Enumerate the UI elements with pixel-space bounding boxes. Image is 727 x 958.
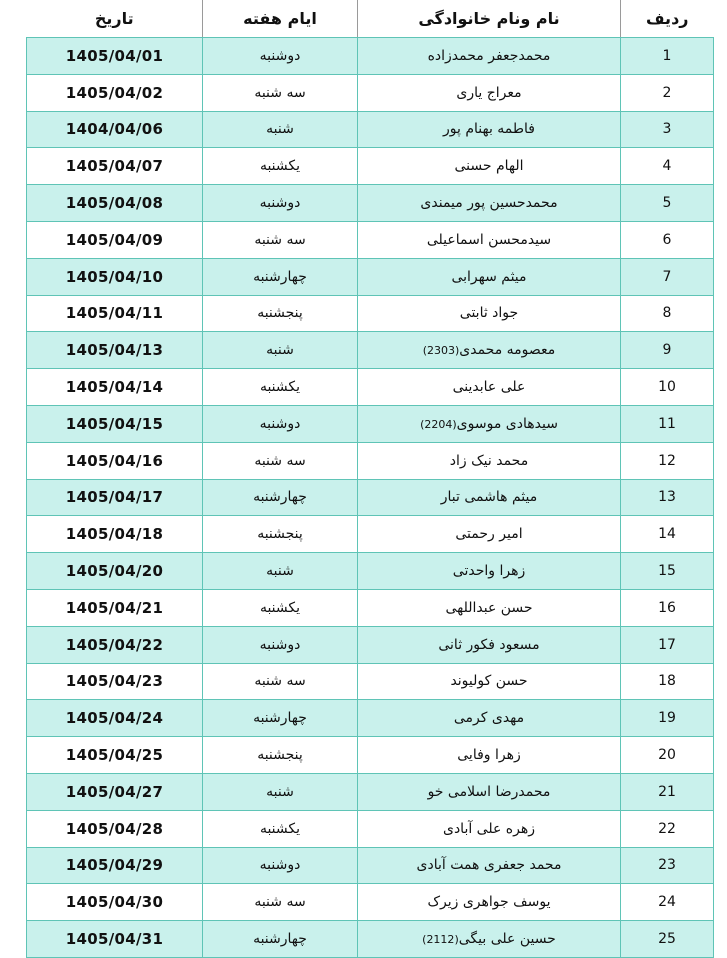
table-row xyxy=(27,589,714,626)
row-name xyxy=(358,369,621,406)
table-row xyxy=(27,295,714,332)
table-row xyxy=(27,810,714,847)
row-name xyxy=(358,479,621,516)
row-name xyxy=(358,148,621,185)
row-weekday: یکشنبه xyxy=(203,148,358,185)
row-name xyxy=(358,185,621,222)
row-weekday: پنجشنبه xyxy=(203,516,358,553)
row-name-text: مهدی کرمی xyxy=(453,710,525,727)
row-name xyxy=(358,516,621,553)
table-row xyxy=(27,626,714,663)
row-weekday: چهارشنبه xyxy=(203,258,358,295)
header-row xyxy=(27,0,714,38)
row-date: 1405/04/13 xyxy=(27,332,203,369)
row-date: 1405/04/23 xyxy=(27,663,203,700)
row-name-text: مسعود فکور ثانی xyxy=(438,636,540,653)
row-date: 1405/04/17 xyxy=(27,479,203,516)
row-index: 20 xyxy=(621,737,714,774)
row-name xyxy=(358,663,621,700)
row-date: 1405/04/31 xyxy=(27,921,203,958)
row-name-text: امیر رحمتی xyxy=(455,526,523,543)
row-index: 4 xyxy=(621,148,714,185)
row-date: 1405/04/08 xyxy=(27,185,203,222)
row-index: 1 xyxy=(621,38,714,75)
table-row xyxy=(27,773,714,810)
row-index: 12 xyxy=(621,442,714,479)
row-name xyxy=(358,111,621,148)
row-index: 3 xyxy=(621,111,714,148)
table-row xyxy=(27,847,714,884)
row-name-text: یوسف جواهری زیرک xyxy=(427,894,551,911)
row-name-text: علی عابدینی xyxy=(452,379,526,396)
row-date: 1405/04/15 xyxy=(27,405,203,442)
row-name-text: حسن کولیوند xyxy=(450,673,528,690)
row-name-text: محمدحسین پور میمندی xyxy=(420,195,558,212)
row-name xyxy=(358,737,621,774)
row-name xyxy=(358,626,621,663)
row-index: 10 xyxy=(621,369,714,406)
table-row xyxy=(27,700,714,737)
schedule-table xyxy=(26,0,714,958)
row-weekday: چهارشنبه xyxy=(203,700,358,737)
row-index: 6 xyxy=(621,221,714,258)
row-index: 17 xyxy=(621,626,714,663)
row-name xyxy=(358,700,621,737)
row-weekday: یکشنبه xyxy=(203,589,358,626)
row-name xyxy=(358,442,621,479)
row-index: 16 xyxy=(621,589,714,626)
row-name-text: سیدمحسن اسماعیلی xyxy=(426,231,552,248)
row-name xyxy=(358,884,621,921)
row-weekday: شنبه xyxy=(203,111,358,148)
row-name-note: (2204) xyxy=(420,417,457,431)
row-name-text: محمدجعفر محمدزاده xyxy=(427,47,551,64)
table-row xyxy=(27,405,714,442)
row-date: 1405/04/07 xyxy=(27,148,203,185)
row-index: 13 xyxy=(621,479,714,516)
row-weekday: دوشنبه xyxy=(203,185,358,222)
row-date: 1405/04/14 xyxy=(27,369,203,406)
row-date: 1404/04/06 xyxy=(27,111,203,148)
row-name-note: (2303) xyxy=(422,344,460,358)
row-index: 23 xyxy=(621,847,714,884)
table-row xyxy=(27,663,714,700)
table-row xyxy=(27,111,714,148)
row-index: 2 xyxy=(621,74,714,111)
row-date: 1405/04/24 xyxy=(27,700,203,737)
row-weekday: پنجشنبه xyxy=(203,295,358,332)
table-row xyxy=(27,38,714,75)
row-weekday: دوشنبه xyxy=(203,847,358,884)
row-name-text: محمد نیک زاد xyxy=(449,452,529,469)
row-date: 1405/04/29 xyxy=(27,847,203,884)
row-name-text: میثم سهرابی xyxy=(451,268,527,285)
row-weekday: شنبه xyxy=(203,773,358,810)
table-body xyxy=(27,38,714,958)
row-name xyxy=(358,773,621,810)
row-index: 19 xyxy=(621,700,714,737)
table-row xyxy=(27,442,714,479)
row-name-text: جواد ثابتی xyxy=(459,305,519,322)
row-name xyxy=(358,38,621,75)
row-weekday: چهارشنبه xyxy=(203,921,358,958)
row-weekday: سه شنبه xyxy=(203,884,358,921)
table-row xyxy=(27,737,714,774)
table-row xyxy=(27,369,714,406)
row-date: 1405/04/22 xyxy=(27,626,203,663)
row-date: 1405/04/09 xyxy=(27,221,203,258)
row-name-text: زهرا وفایی xyxy=(457,747,521,764)
table-row xyxy=(27,332,714,369)
row-index: 14 xyxy=(621,516,714,553)
row-weekday: یکشنبه xyxy=(203,369,358,406)
table-row xyxy=(27,148,714,185)
row-weekday: دوشنبه xyxy=(203,38,358,75)
row-index: 15 xyxy=(621,553,714,590)
row-weekday: چهارشنبه xyxy=(203,479,358,516)
table-row xyxy=(27,921,714,958)
header-day: ایام هفته xyxy=(203,0,358,38)
row-index: 18 xyxy=(621,663,714,700)
table-row xyxy=(27,516,714,553)
row-date: 1405/04/10 xyxy=(27,258,203,295)
row-weekday: دوشنبه xyxy=(203,405,358,442)
row-name-text: معراج یاری xyxy=(456,84,522,101)
row-weekday: شنبه xyxy=(203,553,358,590)
table-row xyxy=(27,185,714,222)
row-weekday: سه شنبه xyxy=(203,221,358,258)
row-name-note: (2112) xyxy=(422,933,459,947)
row-date: 1405/04/18 xyxy=(27,516,203,553)
table-row xyxy=(27,258,714,295)
row-date: 1405/04/21 xyxy=(27,589,203,626)
header-name: نام ونام خانوادگی xyxy=(358,0,621,38)
row-index: 24 xyxy=(621,884,714,921)
row-name xyxy=(358,295,621,332)
row-index: 9 xyxy=(621,332,714,369)
row-date: 1405/04/01 xyxy=(27,38,203,75)
schedule-sheet xyxy=(26,0,713,958)
row-index: 11 xyxy=(621,405,714,442)
row-name-text: میثم هاشمی تبار xyxy=(440,489,538,506)
table-row xyxy=(27,884,714,921)
row-date: 1405/04/16 xyxy=(27,442,203,479)
row-weekday: سه شنبه xyxy=(203,663,358,700)
header-date: تاریخ xyxy=(27,0,203,38)
row-weekday: سه شنبه xyxy=(203,442,358,479)
row-date: 1405/04/28 xyxy=(27,810,203,847)
row-name xyxy=(358,405,621,442)
row-name-text: حسین علی بیگی xyxy=(458,931,556,948)
row-index: 22 xyxy=(621,810,714,847)
row-date: 1405/04/27 xyxy=(27,773,203,810)
row-weekday: سه شنبه xyxy=(203,74,358,111)
table-row xyxy=(27,479,714,516)
row-weekday: پنجشنبه xyxy=(203,737,358,774)
row-name-text: زهره علی آبادی xyxy=(442,820,535,837)
row-index: 21 xyxy=(621,773,714,810)
row-index: 25 xyxy=(621,921,714,958)
row-weekday: یکشنبه xyxy=(203,810,358,847)
row-date: 1405/04/11 xyxy=(27,295,203,332)
header-index: ردیف xyxy=(621,0,714,38)
row-date: 1405/04/20 xyxy=(27,553,203,590)
row-name-text: حسن عبداللهی xyxy=(445,599,533,616)
row-name xyxy=(358,589,621,626)
table-row xyxy=(27,221,714,258)
row-name xyxy=(358,258,621,295)
row-name xyxy=(358,847,621,884)
row-name xyxy=(358,221,621,258)
row-weekday: دوشنبه xyxy=(203,626,358,663)
row-weekday: شنبه xyxy=(203,332,358,369)
table-row xyxy=(27,553,714,590)
row-index: 5 xyxy=(621,185,714,222)
row-name-text: محمدرضا اسلامی خو xyxy=(427,783,551,800)
row-name-text: فاطمه بهنام پور xyxy=(443,121,535,138)
row-name-text: الهام حسنی xyxy=(454,158,524,175)
row-date: 1405/04/02 xyxy=(27,74,203,111)
row-name-text: زهرا واحدتی xyxy=(452,563,526,580)
table-row xyxy=(27,74,714,111)
row-date: 1405/04/30 xyxy=(27,884,203,921)
row-name-text: سیدهادی موسوی xyxy=(456,415,558,432)
row-date: 1405/04/25 xyxy=(27,737,203,774)
row-name xyxy=(358,921,621,958)
row-name xyxy=(358,74,621,111)
row-name-text: معصومه محمدی xyxy=(459,342,556,359)
row-name xyxy=(358,332,621,369)
row-name xyxy=(358,810,621,847)
row-name xyxy=(358,553,621,590)
row-index: 7 xyxy=(621,258,714,295)
row-index: 8 xyxy=(621,295,714,332)
row-name-text: محمد جعفری همت آبادی xyxy=(416,857,562,874)
